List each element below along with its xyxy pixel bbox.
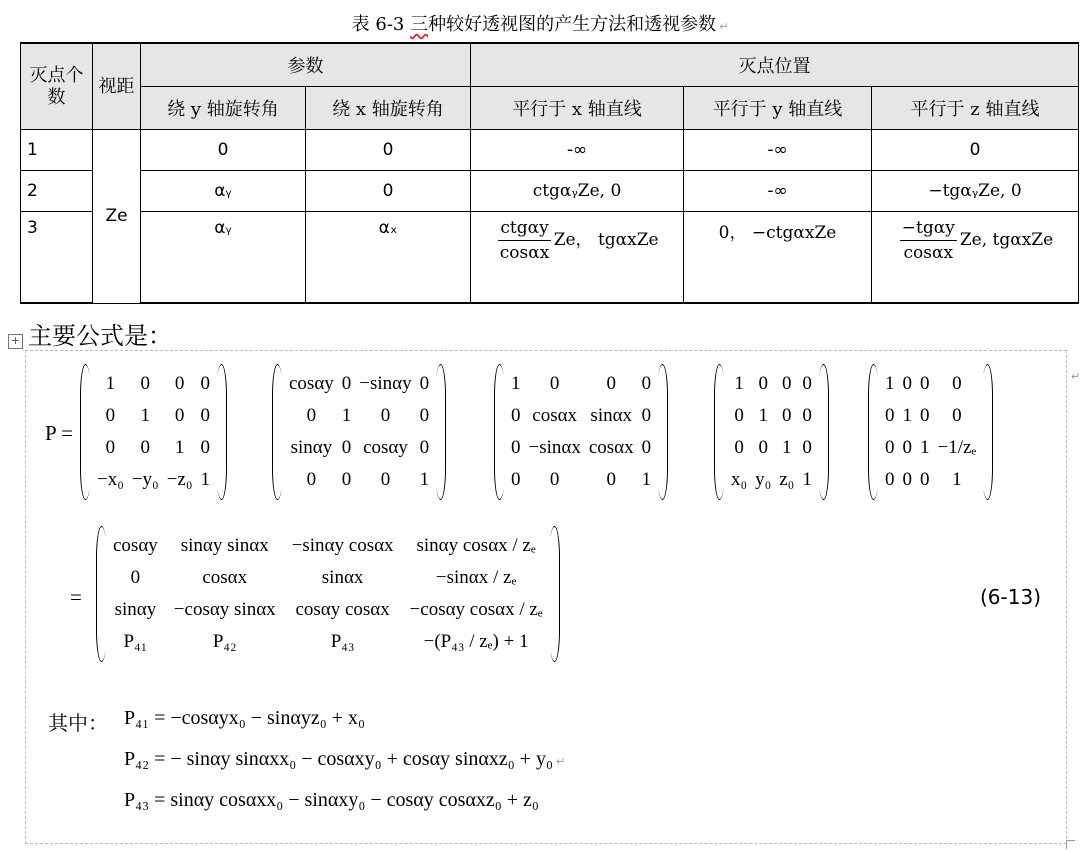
translation-matrix	[80, 364, 227, 500]
matrix-cell: P₄₂	[212, 631, 237, 652]
header-par-x: 平行于 x 轴直线	[471, 87, 684, 130]
matrix-cell: 0	[200, 405, 210, 426]
matrix-cell: 0	[341, 469, 352, 490]
matrix-cell: 0	[606, 469, 616, 490]
matrix-cell: 0	[920, 469, 930, 490]
matrix-cell: 0	[885, 405, 895, 426]
table-caption: 表 6-3 三种较好透视图的产生方法和透视参数 ↵	[351, 14, 729, 35]
matrix-cell: 0	[341, 437, 352, 458]
matrix-cell: 0	[782, 373, 792, 394]
matrix-cell: sinαy	[290, 437, 333, 458]
p-label: P =	[45, 421, 73, 445]
matrix-cell: cosαy	[113, 535, 158, 556]
matrix-cell: sinαy	[114, 599, 157, 620]
matrix-cell: 0	[306, 469, 317, 490]
matrix-cell: 1	[952, 469, 962, 490]
matrix-cell: 0	[419, 437, 430, 458]
matrix-cell: 0	[380, 469, 391, 490]
matrix-cell: 0	[641, 373, 652, 394]
matrix-cell: 0	[920, 405, 930, 426]
matrix-cell: 0	[419, 373, 430, 394]
matrix-cell: 0	[734, 405, 744, 426]
matrix-cell: −x₀	[97, 469, 124, 490]
matrix-cell: −z₀	[166, 469, 193, 490]
spell-check-word: 三	[410, 14, 429, 35]
matrix-cell: 0	[802, 405, 812, 426]
matrix-cell: sinαy cosαx / zₑ	[416, 535, 536, 556]
header-params: 参数	[141, 43, 471, 87]
header-par-y: 平行于 y 轴直线	[684, 87, 872, 130]
matrix-cell: sinαx	[321, 567, 364, 588]
table-row: 3 αᵧ αₓ $\frac{\text{ctgαy}}{\cos\alpha x}$ Ze， tgαxZe 0， −ctgαxZe $\frac{\text{−tgαy}}{\cos\alpha x}$ Ze, tgαxZe	[21, 212, 1079, 304]
projection-matrix	[868, 364, 993, 500]
matrix-cell: 0	[380, 405, 391, 426]
page-corner-mark	[1066, 840, 1075, 849]
matrix-cell: 0	[885, 469, 895, 490]
matrix-cell: 1	[758, 405, 768, 426]
p43-formula: P₄₃ = sinαy cosαxx₀ − sinαxy₀ − cosαy cosαxz₀ + z₀	[124, 789, 539, 811]
where-label: 其中：	[48, 711, 108, 735]
move-handle-icon[interactable]: +	[8, 334, 23, 349]
matrix-cell: 1	[174, 437, 185, 458]
matrix-cell: x₀	[731, 469, 748, 490]
matrix-cell: P₄₁	[123, 631, 148, 652]
matrix-cell: −sinαy	[359, 373, 412, 394]
header-count: 灭点个数	[21, 43, 93, 130]
matrix-cell: 0	[758, 373, 768, 394]
matrix-cell: cosαy	[289, 373, 334, 394]
matrix-cell: 1	[641, 469, 652, 490]
matrix-cell: 0	[511, 469, 521, 490]
matrix-cell: −sinαx	[528, 437, 581, 458]
perspective-params-table	[20, 42, 1079, 304]
matrix-cell: 0	[511, 437, 521, 458]
header-par-z: 平行于 z 轴直线	[872, 87, 1079, 130]
matrix-cell: 0	[952, 373, 962, 394]
matrix-cell: cosαy	[363, 437, 408, 458]
table-row: 1 Ze 0 0 -∞ -∞ 0	[21, 130, 1079, 171]
matrix-cell: −cosαy sinαx	[173, 599, 276, 620]
matrix-cell: P₄₃	[330, 631, 355, 652]
matrix-cell: 0	[641, 405, 652, 426]
matrix-cell: 0	[802, 373, 812, 394]
matrix-cell: 0	[902, 469, 912, 490]
x-line-formula: $\frac{\text{ctgαy}}{\cos\alpha x}$ Ze， tgαxZe	[471, 212, 684, 304]
matrix-cell: 0	[130, 567, 141, 588]
p42-formula: P₄₂ = − sinαy sinαxx₀ − cosαxy₀ + cosαy sinαxz₀ + y₀ ↵	[124, 748, 566, 770]
matrix-cell: 1	[140, 405, 151, 426]
matrix-cell: 0	[511, 405, 521, 426]
matrix-cell: 0	[802, 437, 812, 458]
z-line-formula: $\frac{\text{−tgαy}}{\cos\alpha x}$ Ze, tgαxZe	[872, 212, 1079, 304]
header-vanishing-pos: 灭点位置	[471, 43, 1079, 87]
matrix-cell: 1	[885, 373, 895, 394]
matrix-cell: 0	[902, 437, 912, 458]
matrix-cell: 0	[140, 437, 151, 458]
matrix-cell: 1	[802, 469, 812, 490]
matrix-cell: 1	[200, 469, 210, 490]
matrix-cell: cosαx	[532, 405, 578, 426]
matrix-cell: −sinαx / zₑ	[435, 567, 517, 588]
matrix-cell: y₀	[755, 469, 772, 490]
matrix-cell: 0	[140, 373, 151, 394]
matrix-cell: 0	[174, 405, 185, 426]
matrix-cell: 0	[341, 373, 352, 394]
matrix-cell: −1/zₑ	[937, 437, 977, 458]
matrix-cell: −sinαy cosαx	[291, 535, 394, 556]
matrix-cell: 0	[920, 373, 930, 394]
matrix-cell: 0	[758, 437, 768, 458]
matrix-cell: 0	[105, 405, 116, 426]
matrix-cell: 1	[419, 469, 430, 490]
matrix-cell: 0	[952, 405, 962, 426]
matrix-cell: −y₀	[131, 469, 159, 490]
matrix-cell: 0	[734, 437, 744, 458]
matrix-cell: 1	[511, 373, 521, 394]
matrix-cell: 1	[902, 405, 912, 426]
matrix-cell: 0	[549, 373, 560, 394]
matrix-cell: 0	[306, 405, 317, 426]
p41-formula: P₄₁ = −cosαyx₀ − sinαyz₀ + x₀	[124, 707, 365, 729]
rotation-y-matrix	[272, 364, 446, 500]
matrix-cell: cosαx	[202, 567, 248, 588]
header-distance: 视距	[93, 43, 141, 130]
rotation-x-matrix	[494, 364, 668, 500]
formula-heading: 主要公式是：	[28, 322, 172, 350]
matrix-cell: 0	[885, 437, 895, 458]
matrix-cell: 0	[419, 405, 430, 426]
matrix-cell: 1	[782, 437, 792, 458]
matrix-cell: cosαx	[588, 437, 634, 458]
matrix-cell: 0	[105, 437, 116, 458]
matrix-cell: 0	[174, 373, 185, 394]
equation-number: (6-13)	[980, 585, 1041, 609]
distance-cell: Ze	[93, 130, 141, 304]
matrix-cell: 1	[105, 373, 116, 394]
matrix-cell: z₀	[779, 469, 795, 490]
matrix-cell: 1	[341, 405, 352, 426]
inverse-translation-matrix	[714, 364, 829, 500]
matrix-cell: 1	[920, 437, 930, 458]
matrix-cell: 0	[902, 373, 912, 394]
matrix-cell: 0	[200, 437, 210, 458]
matrix-cell: 1	[734, 373, 744, 394]
matrix-cell: 0	[200, 373, 210, 394]
equals-label: =	[70, 585, 82, 609]
matrix-cell: 0	[606, 373, 616, 394]
matrix-cell: sinαx	[590, 405, 633, 426]
matrix-cell: sinαy sinαx	[180, 535, 269, 556]
header-rot-x: 绕 x 轴旋转角	[306, 87, 471, 130]
matrix-cell: 0	[782, 405, 792, 426]
matrix-cell: 0	[549, 469, 560, 490]
paragraph-mark-icon: ↵	[1071, 370, 1080, 383]
header-rot-y: 绕 y 轴旋转角	[141, 87, 306, 130]
matrix-cell: cosαy cosαx	[295, 599, 390, 620]
matrix-cell: −(P₄₃ / zₑ) + 1	[423, 631, 529, 652]
result-matrix	[96, 526, 560, 662]
table-row: 2 αᵧ 0 ctgαᵧZe, 0 -∞ −tgαᵧZe, 0	[21, 171, 1079, 212]
matrix-cell: −cosαy cosαx / zₑ	[409, 599, 543, 620]
matrix-cell: 0	[641, 437, 652, 458]
